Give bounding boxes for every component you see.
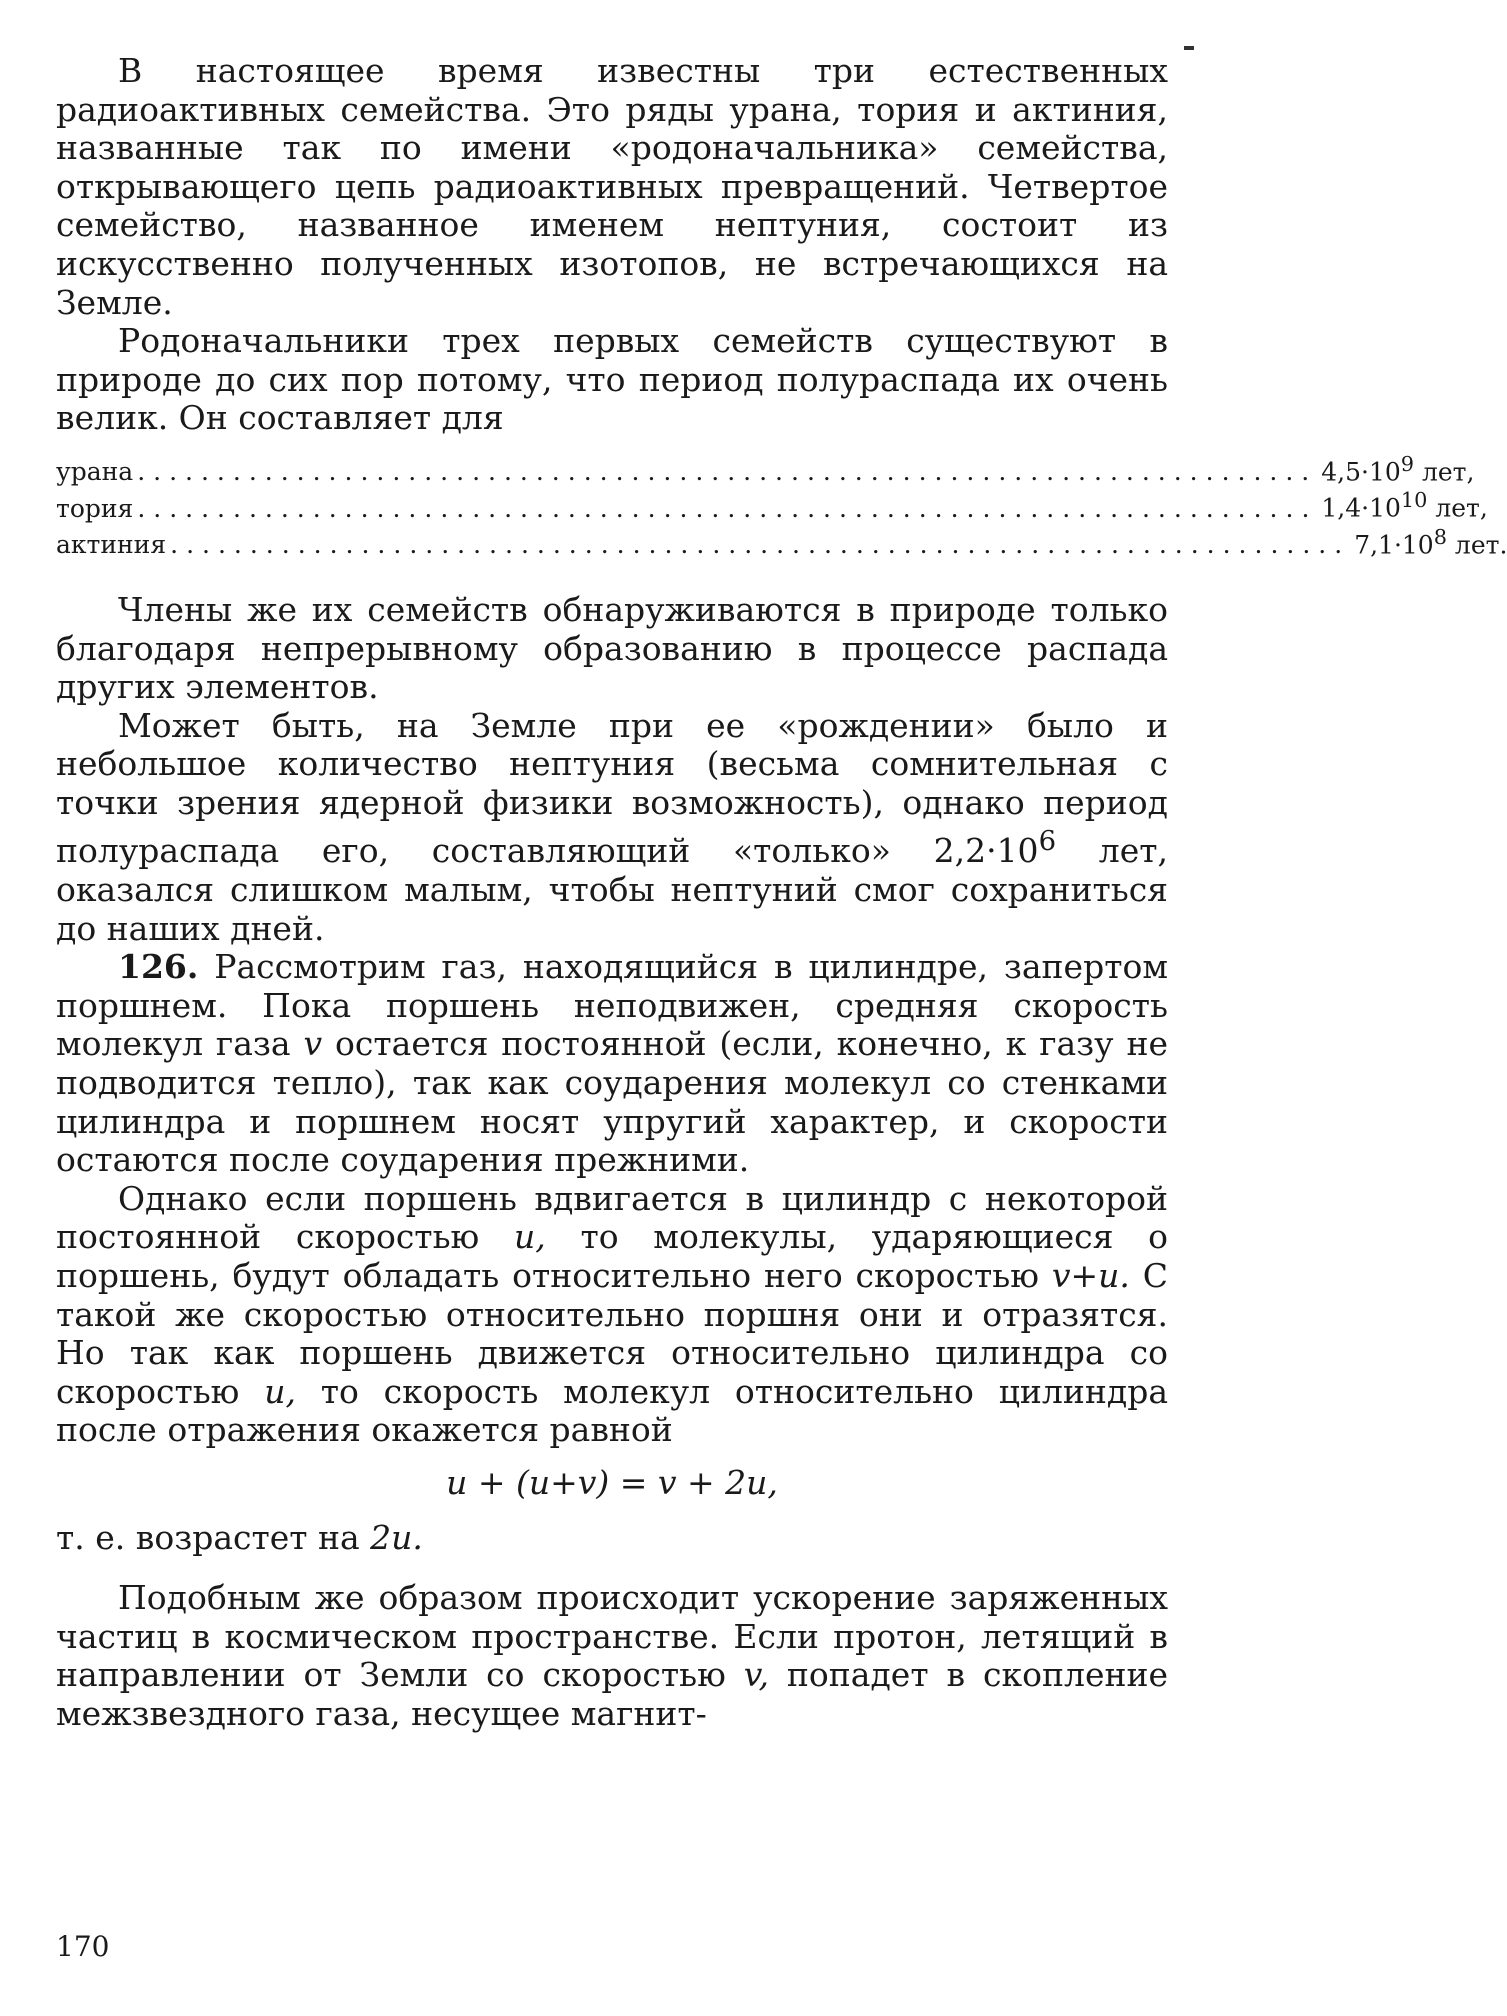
half-life-row-actinium (56, 523, 1507, 559)
half-life-row-uranium (56, 450, 1475, 487)
paragraph-3: Члены же их семейств обнаруживаются в природе только благодаря непрерывному образованию в процессе распада других элементов. (56, 589, 1168, 707)
paragraph-6: Однако если поршень вдвигается в цилиндр с некоторой постоянной скоростью u, то молекулы, ударяющиеся о поршень, будут обладать относительно него скоростью v+u. С такой же скоростью относительно поршня они и отразятся. Но так как поршень движется относительно цилиндра со скоростью u, то скорость молекул относительно цилиндра после отражения окажется равной (56, 1178, 1168, 1450)
section-number: 126. (118, 947, 199, 987)
paragraph-2: Родоначальники трех первых семейств существуют в природе до сих пор потому, что период полураспада их очень велик. Он составляет для (56, 321, 1168, 438)
half-life-row-thorium (56, 486, 1488, 523)
half-life-value: $4,5\cdot 10^9$ лет, (1321, 451, 1475, 487)
paragraph-5: 126. Рассмотрим газ, находящийся в цилиндре, запертом поршнем. Пока поршень неподвижен, средняя скорость молекул газа v остается постоянной (если, конечно, к газу не подводится тепло), так как соударения молекул со стенками цилиндра и поршнем носят упругий характер, и скорости остаются после соударения прежними. (56, 947, 1169, 1180)
paragraph-7: т. е. возрастет на 2u. (56, 1517, 423, 1557)
paragraph-4: Может быть, на Земле при ее «рождении» было и небольшое количество нептуния (весьма сомнительная с точки зрения ядерной физики возможность), однако период полураспада его, составляющий «только» $2,2\cdot 10^6$ лет, оказался слишком малым, чтобы нептуний смог сохраниться до наших дней. (56, 705, 1168, 948)
velocity-formula: u + (u+v) = v + 2u, (446, 1462, 778, 1502)
element-name: тория (56, 493, 134, 523)
corner-mark (1184, 46, 1194, 50)
paragraph-1: В настоящее время известны три естественных радиоактивных семейства. Это ряды урана, тория и актиния, названные так по имени «родоначальника» семейства, открывающего цепь радиоактивных превращений. Четвертое семейство, названное именем нептуния, состоит из искусственно полученных изотопов, не встречающихся на Земле. (56, 51, 1168, 322)
leader-dots: .......................................................................... (170, 529, 1351, 559)
page-number: 170 (56, 1930, 110, 1963)
half-life-value: $1,4\cdot 10^{10}$ лет, (1321, 488, 1488, 523)
leader-dots: .......................................................................... (137, 457, 1318, 487)
element-name: урана (56, 457, 134, 487)
paragraph-8: Подобным же образом происходит ускорение заряженных частиц в космическом пространстве. Если протон, летящий в направлении от Земли со скоростью v, попадет в скопление межзвездного газа, несущее магнит- (56, 1578, 1168, 1733)
leader-dots: .......................................................................... (137, 493, 1318, 523)
page-text (56, 51, 1507, 1734)
half-life-table (56, 450, 1507, 559)
element-name: актиния (56, 529, 167, 559)
half-life-value: $7,1\cdot 10^8$ лет. (1354, 524, 1507, 559)
